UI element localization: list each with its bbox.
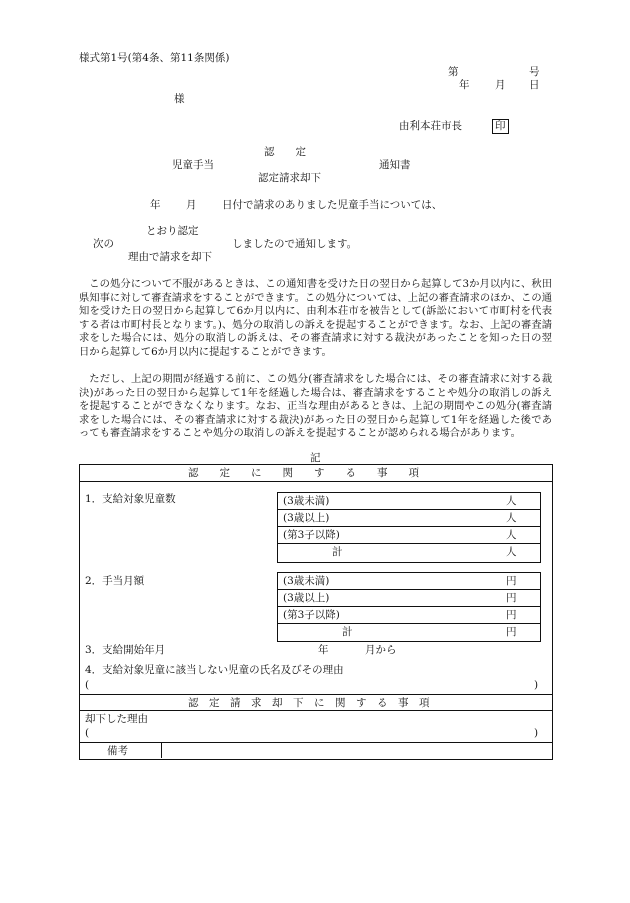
open-paren: ( — [85, 727, 90, 739]
item3-from: 月から — [365, 644, 397, 656]
amount-row-unit: 円 — [506, 575, 517, 587]
option-approve: とおり認定 — [146, 225, 199, 237]
close-paren: ) — [534, 679, 539, 691]
children-row-unit: 人 — [506, 495, 517, 507]
title-right: 通知書 — [379, 159, 411, 171]
item3-label: 3．支給開始年月 — [85, 644, 166, 656]
divider — [277, 589, 540, 590]
children-row-unit: 人 — [506, 529, 517, 541]
divider — [79, 710, 552, 711]
open-paren: ( — [85, 679, 90, 691]
children-row-label: (3歳未満) — [283, 495, 330, 507]
item4-label: 4．支給対象児童に該当しない児童の氏名及びその理由 — [85, 664, 344, 676]
item2-label: 2．手当月額 — [85, 575, 145, 587]
divider — [161, 742, 162, 758]
appeal-paragraph-1: この処分について不服があるときは、この通知書を受けた日の翌日から起算して3か月以内に、秋田県知事に対して審査請求をすることができます。この処分については、上記の審査請求のほか、この通知を受けた日の翌日から起算して6か月以内に、由利本荘市を被告として(訴訟において市町村を代表する者は市町村長となります。)、処分の取消しの訴えを提起することができます。なお、上記の審査請求をした場合には、処分の取消しの訴えは、その審査請求に対する裁決があったことを知った日の翌日から起算して6か月以内に提起することができます。 — [79, 278, 552, 358]
reject-reason-label: 却下した理由 — [85, 713, 148, 725]
children-total-label: 計 — [332, 546, 343, 558]
ki-label: 記 — [310, 452, 321, 464]
amount-total-label: 計 — [342, 626, 353, 638]
divider — [277, 509, 540, 510]
intro-text: 日付で請求のありました児童手当については、 — [222, 199, 443, 211]
issuer: 由利本荘市長 — [399, 120, 462, 132]
seal-mark: 印 — [492, 119, 509, 134]
divider — [277, 526, 540, 527]
date-day: 日 — [529, 79, 540, 91]
form-title: 様式第1号(第4条、第11条関係) — [79, 52, 230, 64]
notice-text: しましたので通知します。 — [232, 238, 358, 250]
divider — [79, 481, 552, 482]
children-row-label: (第3子以降) — [283, 529, 340, 541]
item1-label: 1．支給対象児童数 — [85, 493, 176, 505]
title-left: 児童手当 — [172, 159, 214, 171]
close-paren: ) — [534, 727, 539, 739]
addressee-honorific: 様 — [174, 93, 185, 105]
divider — [79, 742, 552, 743]
divider — [79, 694, 552, 695]
title-line3: 認定請求却下 — [258, 172, 321, 184]
section2-header: 認 定 請 求 却 下 に 関 す る 事 項 — [188, 697, 430, 709]
divider — [277, 606, 540, 607]
appeal-paragraph-2: ただし、上記の期間が経過する前に、この処分(審査請求をした場合には、その審査請求に対する裁決)があった日の翌日から起算して1年を経過した場合は、審査請求をすることや処分の取消しの訴えを提起することができなくなります。なお、正当な理由があるときは、上記の期間やこの処分(審査請求をした場合には、その審査請求に対する裁決)があった日の翌日から起算して1年を経過した後であっても審査請求をすることや処分の取消しの訴えを提起することが認められる場合があります。 — [79, 373, 552, 439]
children-row-unit: 人 — [506, 512, 517, 524]
children-row-unit: 人 — [506, 546, 517, 558]
number-prefix: 第 — [448, 66, 459, 78]
date-month: 月 — [495, 79, 506, 91]
intro-month: 月 — [186, 199, 197, 211]
divider — [277, 623, 540, 624]
section1-header: 認 定 に 関 す る 事 項 — [188, 467, 419, 479]
amount-row-unit: 円 — [506, 609, 517, 621]
remarks-label: 備考 — [107, 745, 128, 757]
number-suffix: 号 — [529, 66, 540, 78]
next-label: 次の — [93, 238, 114, 250]
title-line1: 認 定 — [264, 146, 306, 158]
item3-year: 年 — [318, 644, 329, 656]
amount-row-unit: 円 — [506, 592, 517, 604]
divider — [277, 543, 540, 544]
amount-row-unit: 円 — [506, 626, 517, 638]
intro-year: 年 — [150, 199, 161, 211]
amount-row-label: (第3子以降) — [283, 609, 340, 621]
amount-row-label: (3歳未満) — [283, 575, 330, 587]
children-row-label: (3歳以上) — [283, 512, 330, 524]
date-year: 年 — [459, 79, 470, 91]
option-reject: 理由で請求を却下 — [128, 251, 212, 263]
amount-row-label: (3歳以上) — [283, 592, 330, 604]
